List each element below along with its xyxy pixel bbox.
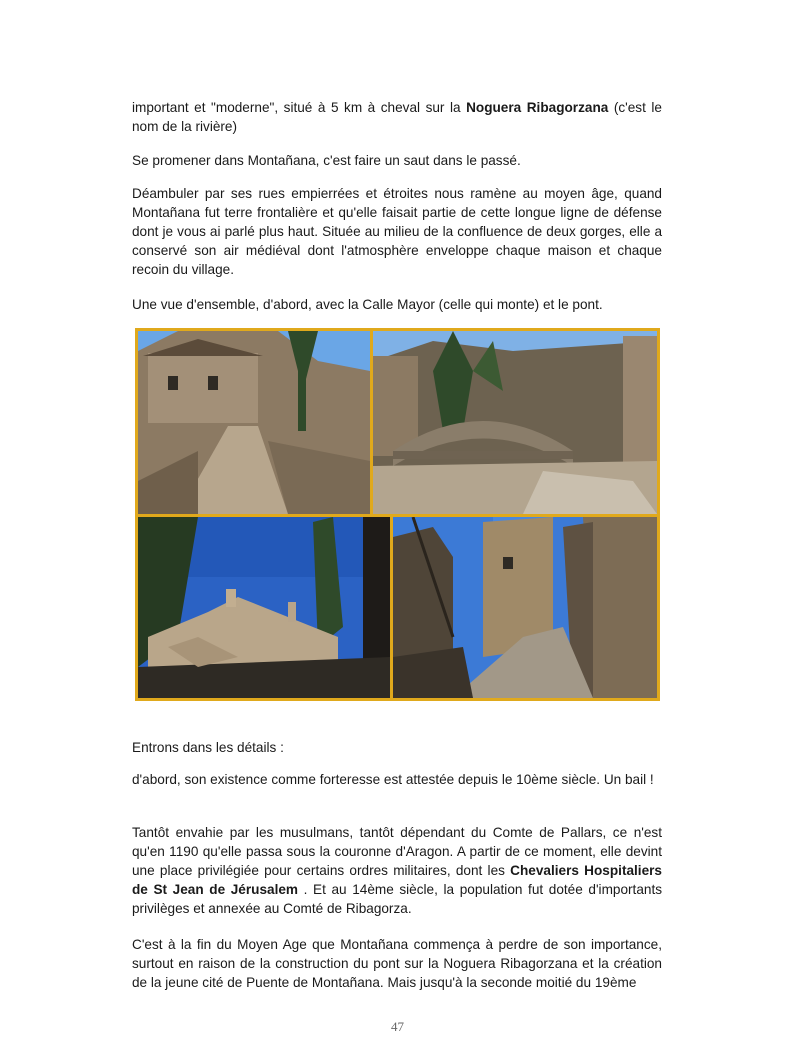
photo-arched-bridge [373, 331, 657, 514]
paragraph-overview: Une vue d'ensemble, d'abord, avec la Calle Mayor (celle qui monte) et le pont. [132, 297, 603, 312]
paragraph-decline: C'est à la fin du Moyen Age que Montañana commença à perdre de son importance, surtout en raison de la construction du pont sur la Noguera Ribagorzana et la création de la jeune cité de Puente de Montañana. Mais jusqu'à la seconde moitié du 19ème [132, 937, 662, 990]
photo-hill-village [138, 517, 390, 698]
paragraph-details-intro: Entrons dans les détails : [132, 740, 284, 755]
paragraph-fortress: d'abord, son existence comme forteresse est attestée depuis le 10ème siècle. Un bail ! [132, 772, 654, 787]
page-number: 47 [391, 1019, 404, 1034]
paragraph-intro: important et "moderne", situé à 5 km à cheval sur la Noguera Ribagorzana (c'est le nom de la rivière) [132, 100, 662, 134]
photo-steep-street [393, 517, 657, 698]
paragraph-stroll: Se promener dans Montañana, c'est faire un saut dans le passé. [132, 153, 521, 168]
river-name: Noguera Ribagorzana [466, 100, 609, 115]
photo-street-houses [138, 331, 370, 514]
photo-collage [135, 328, 660, 701]
paragraph-streets: Déambuler par ses rues empierrées et étroites nous ramène au moyen âge, quand Montañana fut terre frontalière et qu'elle faisait partie de cette longue ligne de défense dont je vous ai parlé plus haut. Située au milieu de la confluence de deux gorges, elle a conservé son air médiéval dont l'atmosphère enveloppe chaque maison et chaque recoin du village. [132, 186, 662, 277]
paragraph-history: Tantôt envahie par les musulmans, tantôt dépendant du Comte de Pallars, ce n'est qu'en 1190 qu'elle passa sous la couronne d'Aragon. A partir de ce moment, elle devint une place privilégiée pour certains ordres militaires, dont les Chevaliers Hospitaliers de St Jean de Jérusalem . Et au 14ème siècle, la population fut dotée d'importants privilèges et annexée au Comté de Ribagorza. [132, 825, 663, 916]
knights-order: Chevaliers Hospitaliers de St Jean de Jérusalem [132, 863, 662, 897]
